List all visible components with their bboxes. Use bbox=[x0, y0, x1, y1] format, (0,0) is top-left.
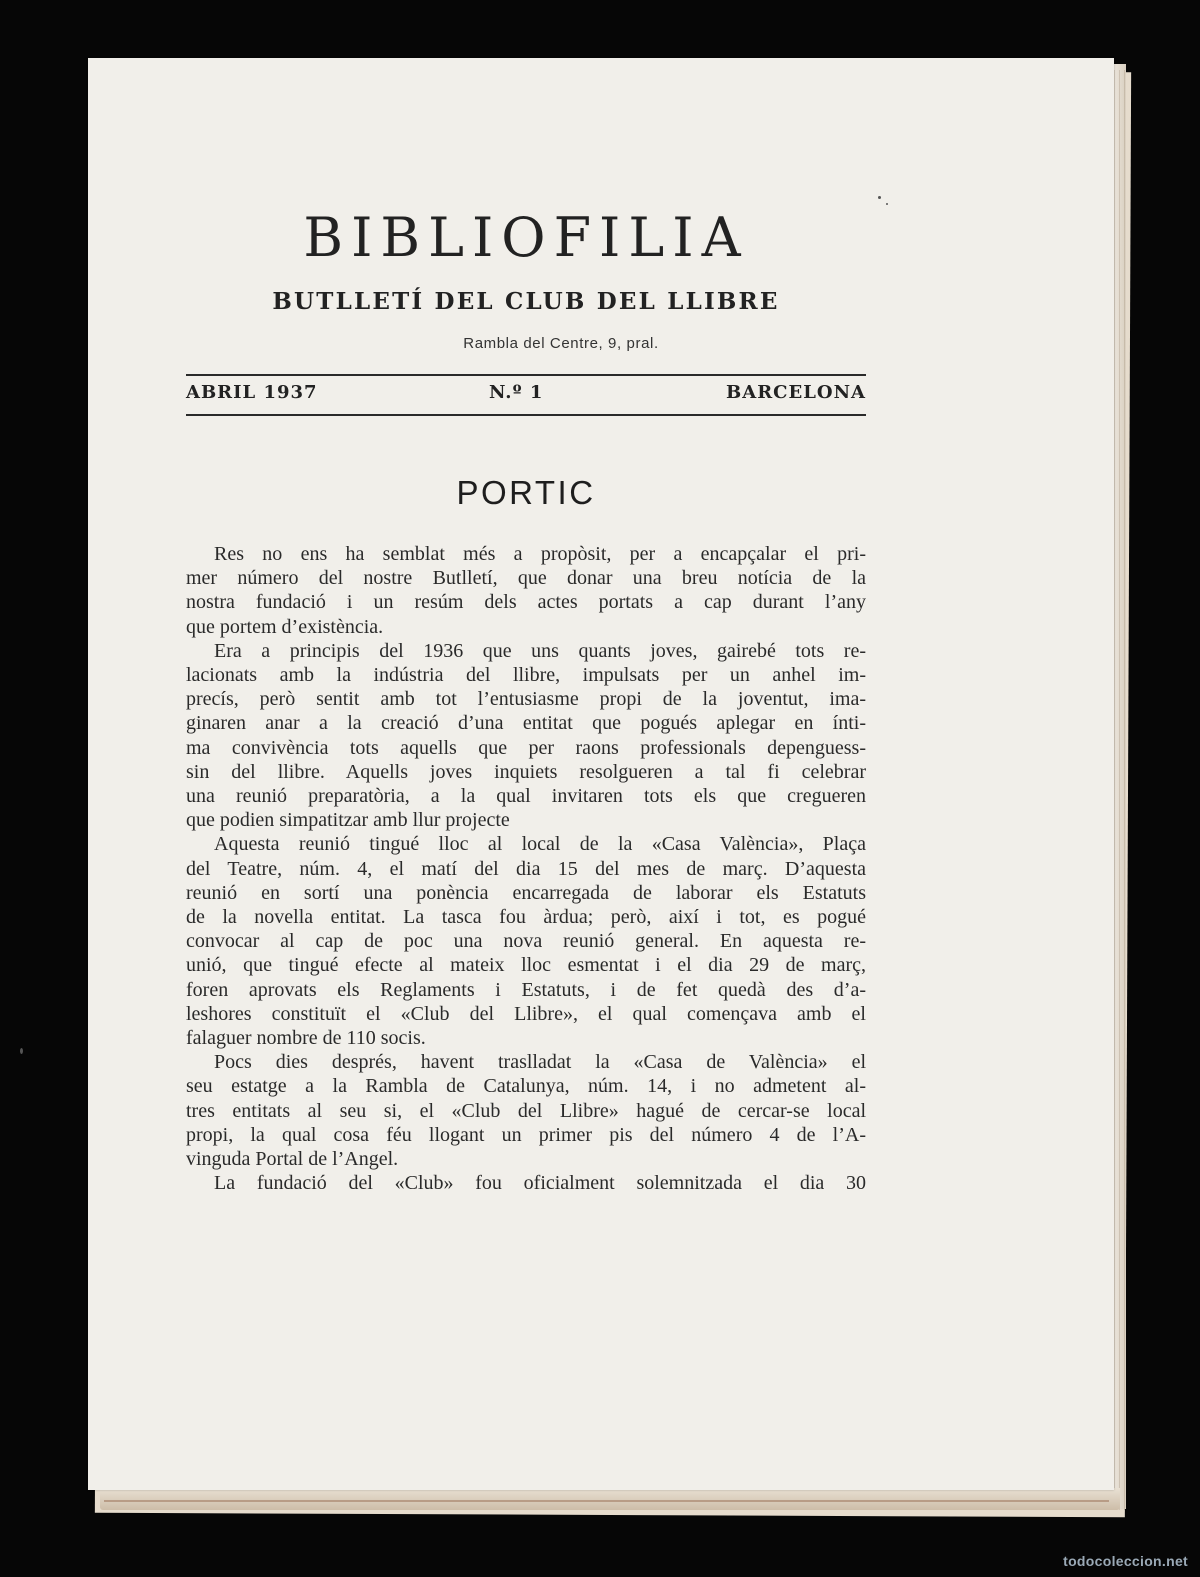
article-line: foren aprovats els Reglaments i Estatuts, i de fet quedà des d’a- bbox=[186, 978, 866, 1001]
article-line: seu estatge a la Rambla de Catalunya, núm. 14, i no admetent al- bbox=[186, 1075, 866, 1098]
article-line: propi, la qual cosa féu llogant un primer pis del número 4 de l’A- bbox=[186, 1123, 866, 1146]
bulletin-subtitle: BUTLLETÍ DEL CLUB DEL LLIBRE bbox=[272, 288, 780, 315]
article-title: PORTIC bbox=[456, 474, 596, 511]
bulletin-title: BIBLIOFILIA bbox=[303, 206, 749, 269]
article-line: reunió en sortí una ponència encarregada de laborar els Estatuts bbox=[186, 881, 866, 904]
article-line: mer número del nostre Butlletí, que donar una breu notícia de la bbox=[186, 567, 866, 590]
sheet-stack-bottom-line bbox=[104, 1500, 1109, 1502]
article-line: Pocs dies després, havent traslladat la «Casa de València» el bbox=[214, 1051, 866, 1074]
issue-city: BARCELONA bbox=[726, 382, 866, 403]
article-line: unió, que tingué efecte al mateix lloc esmentat i el dia 29 de març, bbox=[186, 954, 866, 977]
article-line: de la novella entitat. La tasca fou àrdua; però, així i tot, es pogué bbox=[186, 906, 866, 929]
article-line: Aquesta reunió tingué lloc al local de la «Casa València», Plaça bbox=[214, 833, 866, 856]
paper-speck bbox=[878, 196, 881, 199]
article-line: sin del llibre. Aquells joves inquiets resolgueren a tal fi celebrar bbox=[186, 760, 866, 783]
article-line: lacionats amb la indústria del llibre, impulsats per un anhel im- bbox=[186, 664, 866, 687]
bulletin-address: Rambla del Centre, 9, pral. bbox=[463, 335, 659, 352]
watermark-text: todocoleccion.net bbox=[1063, 1553, 1188, 1569]
paper-speck bbox=[886, 203, 888, 205]
front-page bbox=[88, 58, 1114, 1490]
article-line: La fundació del «Club» fou oficialment solemnitzada el dia 30 bbox=[214, 1172, 866, 1195]
article-line: vinguda Portal de l’Angel. bbox=[186, 1148, 399, 1171]
issue-number: N.º 1 bbox=[489, 382, 544, 403]
article-line: precís, però sentit amb tot l’entusiasme propi de la joventut, ima- bbox=[186, 688, 866, 711]
article-line: una reunió preparatòria, a la qual invitaren tots els que cregueren bbox=[186, 785, 866, 808]
article-line: ma convivència tots aquells que per raons professionals depenguess- bbox=[186, 736, 866, 759]
article-line: Era a principis del 1936 que uns quants joves, gairebé tots re- bbox=[214, 639, 866, 662]
issue-info-row bbox=[186, 382, 866, 408]
article-line: que podien simpatitzar amb llur projecte bbox=[186, 809, 510, 832]
article-line: del Teatre, núm. 4, el matí del dia 15 del mes de març. D’aquesta bbox=[186, 857, 866, 880]
sheet-stack-bottom bbox=[100, 1488, 1120, 1510]
article-line: que portem d’existència. bbox=[186, 615, 384, 638]
paper-speck bbox=[20, 1048, 23, 1054]
article-line: tres entitats al seu si, el «Club del Llibre» hagué de cercar-se local bbox=[186, 1099, 866, 1122]
issue-date: ABRIL 1937 bbox=[186, 382, 318, 403]
article-line: falaguer nombre de 110 socis. bbox=[186, 1027, 426, 1050]
article-line: leshores constituït el «Club del Llibre», el qual començava amb el bbox=[186, 1002, 866, 1025]
article-line: Res no ens ha semblat més a propòsit, per a encapçalar el pri- bbox=[214, 543, 866, 565]
article-body bbox=[186, 542, 866, 1195]
article-line: convocar al cap de poc una nova reunió general. En aquesta re- bbox=[186, 930, 866, 953]
header-rule-bottom bbox=[186, 414, 866, 416]
header-rule-top bbox=[186, 374, 866, 376]
article-line: nostra fundació i un resúm dels actes portats a cap durant l’any bbox=[186, 591, 866, 614]
article-line: ginaren anar a la creació d’una entitat que pogués aplegar en ínti- bbox=[186, 712, 866, 735]
